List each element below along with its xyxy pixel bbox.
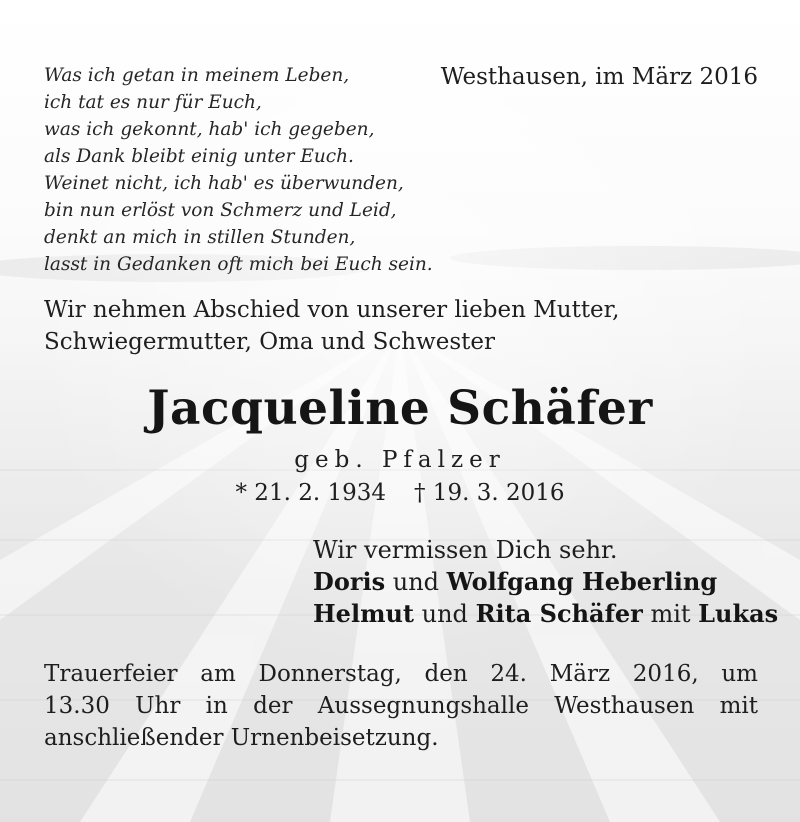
life-dates <box>0 478 800 508</box>
funeral-service-info <box>44 658 758 754</box>
mourner-conjunction: mit <box>650 600 691 628</box>
poem <box>44 62 433 278</box>
mourner-name: Lukas <box>698 599 779 628</box>
mourners-line <box>313 566 778 598</box>
service-line: anschließender Urnenbeisetzung. <box>44 725 439 751</box>
poem-line: Was ich getan in meinem Leben, <box>44 65 350 86</box>
farewell-intro-line: Schwiegermutter, Oma und Schwester <box>44 329 495 355</box>
mourner-name: Helmut <box>313 599 414 628</box>
place-date: Westhausen, im März 2016 <box>440 64 758 90</box>
poem-line: denkt an mich in stillen Stunden, <box>44 227 356 248</box>
service-line: 13.30 Uhr in der Aussegnungshalle Westhausen mit <box>44 693 758 719</box>
service-line: Trauerfeier am Donnerstag, den 24. März 2016, um <box>44 661 758 687</box>
mourner-conjunction: und <box>392 568 440 596</box>
mourner-name: Rita Schäfer <box>475 599 643 628</box>
mourners-block <box>313 534 778 630</box>
mourners-line <box>313 598 778 630</box>
mourners-intro: Wir vermissen Dich sehr. <box>313 536 618 564</box>
mourner-name: Doris <box>313 567 386 596</box>
mourner-conjunction: und <box>421 600 468 628</box>
birth-date: * 21. 2. 1934 <box>235 480 386 506</box>
farewell-intro <box>44 294 619 358</box>
death-date: † 19. 3. 2016 <box>414 480 565 506</box>
poem-line: lasst in Gedanken oft mich bei Euch sein. <box>44 254 433 275</box>
farewell-intro-line: Wir nehmen Abschied von unserer lieben Mutter, <box>44 297 620 323</box>
maiden-name: geb. Pfalzer <box>294 447 506 473</box>
mourner-name: Wolfgang Heberling <box>446 567 718 596</box>
poem-line: bin nun erlöst von Schmerz und Leid, <box>44 200 397 221</box>
poem-line: ich tat es nur für Euch, <box>44 92 262 113</box>
poem-line: als Dank bleibt einig unter Euch. <box>44 146 354 167</box>
deceased-name: Jacqueline Schäfer <box>147 381 653 436</box>
poem-line: was ich gekonnt, hab' ich gegeben, <box>44 119 375 140</box>
poem-line: Weinet nicht, ich hab' es überwunden, <box>44 173 404 194</box>
